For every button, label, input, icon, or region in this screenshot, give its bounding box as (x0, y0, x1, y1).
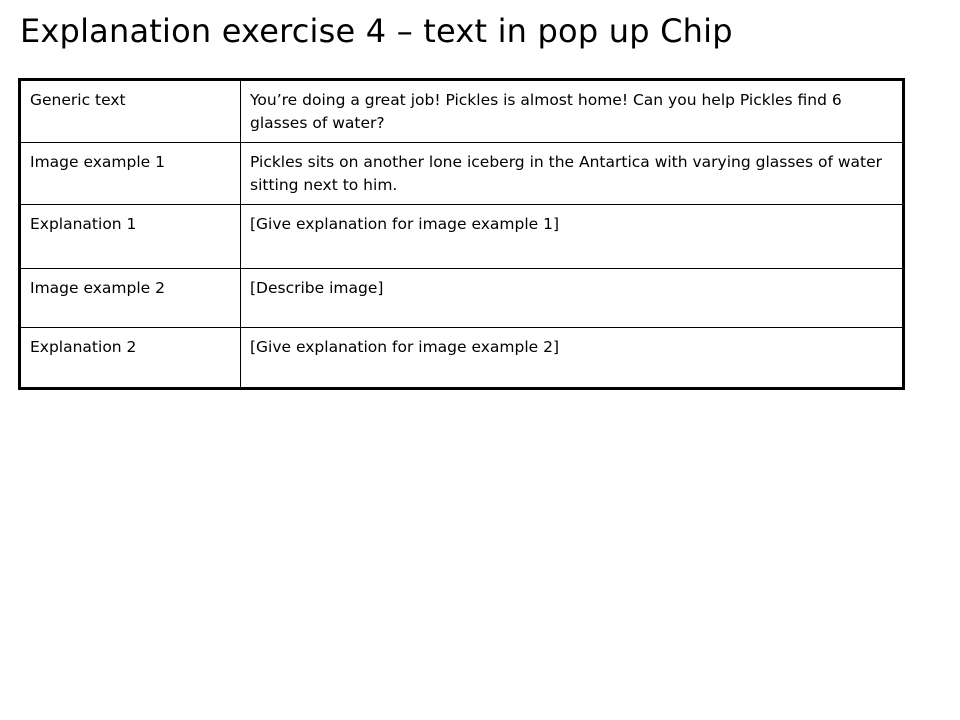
row-label: Generic text (20, 80, 241, 143)
table-row-explanation-1 (20, 205, 904, 269)
row-label: Image example 2 (20, 269, 241, 328)
row-label: Explanation 1 (20, 205, 241, 269)
table-row-image-example-2 (20, 269, 904, 328)
row-content: Pickles sits on another lone iceberg in the Antartica with varying glasses of water sitting next to him. (241, 143, 904, 205)
table-row-generic-text (20, 80, 904, 143)
row-content: You’re doing a great job! Pickles is almost home! Can you help Pickles find 6 glasses of water? (241, 80, 904, 143)
row-content: [Give explanation for image example 2] (241, 328, 904, 389)
row-content: [Give explanation for image example 1] (241, 205, 904, 269)
table-row-image-example-1 (20, 143, 904, 205)
row-label: Explanation 2 (20, 328, 241, 389)
content-table (18, 78, 905, 390)
table-row-explanation-2 (20, 328, 904, 389)
row-label: Image example 1 (20, 143, 241, 205)
row-content: [Describe image] (241, 269, 904, 328)
slide-title: Explanation exercise 4 – text in pop up Chip (20, 12, 733, 50)
